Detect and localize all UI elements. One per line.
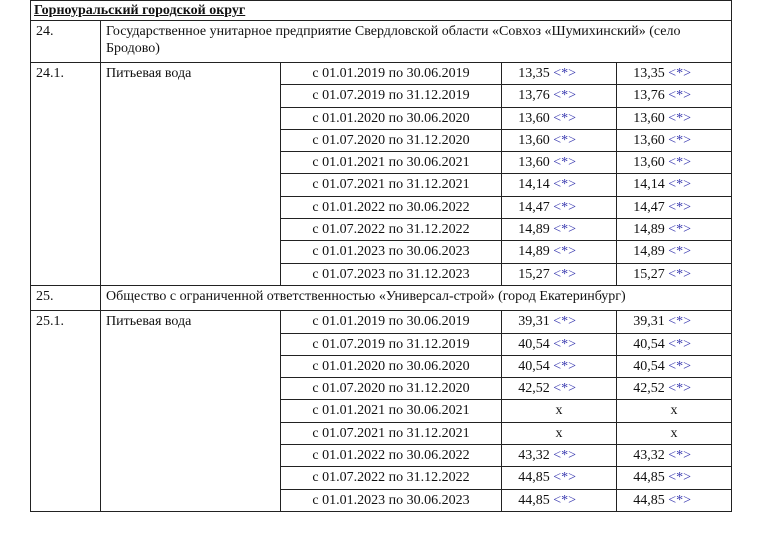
period-cell: с 01.07.2019 по 31.12.2019 [281, 333, 502, 355]
organization-number: 25. [31, 285, 101, 310]
organization-row [31, 285, 732, 310]
period-cell: с 01.01.2021 по 30.06.2021 [281, 400, 502, 422]
tariff-value-cell [617, 174, 732, 196]
tariff-value: 13,60 [633, 132, 665, 148]
tariff-value-cell [617, 333, 732, 355]
footnote-marker: <*> [668, 132, 692, 148]
tariff-value: 14,47 [633, 199, 665, 215]
footnote-marker: <*> [553, 222, 576, 238]
tariff-value: 44,85 [518, 492, 550, 508]
tariff-value: 40,54 [518, 336, 550, 352]
tariff-value-cell [617, 263, 732, 285]
tariff-value: 39,31 [633, 314, 665, 330]
tariff-value: 14,89 [633, 222, 665, 238]
footnote-marker: <*> [553, 88, 576, 104]
period-cell: с 01.01.2021 по 30.06.2021 [281, 152, 502, 174]
tariff-row [31, 63, 732, 85]
tariff-value-cell [502, 467, 617, 489]
footnote-marker: <*> [668, 381, 692, 397]
footnote-marker: <*> [668, 470, 692, 486]
period-cell: с 01.07.2021 по 31.12.2021 [281, 422, 502, 444]
period-cell: с 01.01.2020 по 30.06.2020 [281, 107, 502, 129]
tariff-value-cell [617, 107, 732, 129]
tariff-value-cell [502, 445, 617, 467]
period-cell: с 01.01.2023 по 30.06.2023 [281, 241, 502, 263]
tariff-document [30, 0, 731, 512]
footnote-marker: <*> [668, 155, 692, 171]
footnote-marker: <*> [668, 358, 692, 374]
footnote-marker: <*> [553, 266, 576, 282]
tariff-value: 40,54 [633, 336, 665, 352]
period-cell: с 01.07.2020 по 31.12.2020 [281, 129, 502, 151]
tariff-value: 42,52 [633, 381, 665, 397]
tariff-value-cell [617, 311, 732, 333]
tariff-value: 44,85 [633, 470, 665, 486]
tariff-value: 42,52 [518, 381, 550, 397]
tariff-table [30, 0, 732, 512]
tariff-value-cell [617, 400, 732, 422]
period-cell: с 01.07.2022 по 31.12.2022 [281, 219, 502, 241]
tariff-value: 44,85 [518, 470, 550, 486]
footnote-marker: <*> [668, 448, 692, 464]
footnote-marker: <*> [668, 222, 692, 238]
period-cell: с 01.01.2022 по 30.06.2022 [281, 196, 502, 218]
footnote-marker: <*> [668, 266, 692, 282]
region-cell [31, 1, 732, 21]
tariff-value-cell [502, 196, 617, 218]
period-cell: с 01.01.2019 по 30.06.2019 [281, 63, 502, 85]
footnote-marker: <*> [553, 110, 576, 126]
footnote-marker: <*> [668, 492, 692, 508]
tariff-value-cell [502, 85, 617, 107]
tariff-value-cell [502, 400, 617, 422]
footnote-marker: <*> [668, 88, 692, 104]
tariff-value: x [670, 425, 678, 441]
tariff-value: 13,76 [633, 88, 665, 104]
footnote-marker: <*> [553, 492, 576, 508]
organization-name: Общество с ограниченной ответственностью «Универсал-строй» (город Екатеринбург) [101, 285, 732, 310]
footnote-marker: <*> [668, 336, 692, 352]
tariff-value: 40,54 [633, 358, 665, 374]
tariff-value-cell [502, 152, 617, 174]
item-number: 25.1. [31, 311, 101, 512]
tariff-value-cell [617, 489, 732, 511]
tariff-value-cell [617, 467, 732, 489]
tariff-value: 43,32 [633, 448, 665, 464]
period-cell: с 01.07.2023 по 31.12.2023 [281, 263, 502, 285]
tariff-value-cell [617, 445, 732, 467]
tariff-value: 15,27 [633, 266, 665, 282]
tariff-value: 15,27 [518, 266, 550, 282]
footnote-marker: <*> [553, 66, 576, 81]
tariff-value: 13,60 [633, 155, 665, 171]
tariff-value-cell [617, 355, 732, 377]
region-row [31, 1, 732, 21]
footnote-marker: <*> [668, 110, 692, 126]
tariff-value: 40,54 [518, 358, 550, 374]
tariff-value: 13,60 [633, 110, 665, 126]
footnote-marker: <*> [553, 199, 576, 215]
region-title: Горноуральский городской округ [34, 3, 246, 18]
tariff-value-cell [502, 174, 617, 196]
tariff-value-cell [617, 85, 732, 107]
item-name: Питьевая вода [101, 63, 281, 286]
tariff-value-cell [617, 219, 732, 241]
tariff-value-cell [502, 311, 617, 333]
tariff-value-cell [502, 219, 617, 241]
footnote-marker: <*> [668, 177, 692, 193]
footnote-marker: <*> [553, 470, 576, 486]
tariff-value: 14,14 [633, 177, 665, 193]
period-cell: с 01.07.2019 по 31.12.2019 [281, 85, 502, 107]
tariff-value: 13,35 [633, 66, 665, 81]
tariff-value-cell [617, 422, 732, 444]
footnote-marker: <*> [553, 177, 576, 193]
tariff-value-cell [617, 63, 732, 85]
period-cell: с 01.01.2022 по 30.06.2022 [281, 445, 502, 467]
footnote-marker: <*> [668, 314, 692, 330]
period-cell: с 01.07.2020 по 31.12.2020 [281, 378, 502, 400]
tariff-value: 14,14 [518, 177, 550, 193]
tariff-value-cell [617, 241, 732, 263]
tariff-value-cell [617, 196, 732, 218]
period-cell: с 01.01.2023 по 30.06.2023 [281, 489, 502, 511]
footnote-marker: <*> [553, 336, 576, 352]
tariff-value: x [555, 403, 563, 419]
period-cell: с 01.01.2020 по 30.06.2020 [281, 355, 502, 377]
tariff-value: 13,60 [518, 110, 550, 126]
footnote-marker: <*> [553, 314, 576, 330]
tariff-value: x [670, 403, 678, 419]
tariff-value: 14,89 [518, 222, 550, 238]
tariff-value: x [555, 425, 563, 441]
tariff-value-cell [502, 378, 617, 400]
tariff-value: 14,47 [518, 199, 550, 215]
tariff-value: 44,85 [633, 492, 665, 508]
tariff-value: 14,89 [633, 244, 665, 260]
tariff-row [31, 311, 732, 333]
tariff-value: 43,32 [518, 448, 550, 464]
tariff-value-cell [502, 333, 617, 355]
tariff-value: 13,35 [518, 66, 550, 81]
footnote-marker: <*> [553, 448, 576, 464]
organization-row [31, 21, 732, 63]
tariff-value-cell [502, 263, 617, 285]
footnote-marker: <*> [668, 66, 692, 81]
item-number: 24.1. [31, 63, 101, 286]
footnote-marker: <*> [553, 381, 576, 397]
footnote-marker: <*> [553, 155, 576, 171]
period-cell: с 01.07.2022 по 31.12.2022 [281, 467, 502, 489]
tariff-value-cell [502, 241, 617, 263]
tariff-value-cell [502, 107, 617, 129]
period-cell: с 01.07.2021 по 31.12.2021 [281, 174, 502, 196]
tariff-value-cell [502, 63, 617, 85]
tariff-value: 14,89 [518, 244, 550, 260]
period-cell: с 01.01.2019 по 30.06.2019 [281, 311, 502, 333]
organization-name: Государственное унитарное предприятие Свердловской области «Совхоз «Шумихинский» (село Бродово) [101, 21, 732, 63]
item-name: Питьевая вода [101, 311, 281, 512]
tariff-value-cell [617, 152, 732, 174]
footnote-marker: <*> [553, 358, 576, 374]
tariff-value-cell [502, 489, 617, 511]
tariff-value-cell [502, 129, 617, 151]
tariff-value: 13,76 [518, 88, 550, 104]
footnote-marker: <*> [668, 199, 692, 215]
tariff-value-cell [617, 129, 732, 151]
tariff-table-body [31, 1, 732, 512]
footnote-marker: <*> [668, 244, 692, 260]
tariff-value: 13,60 [518, 132, 550, 148]
organization-number: 24. [31, 21, 101, 63]
tariff-value: 13,60 [518, 155, 550, 171]
tariff-value-cell [502, 355, 617, 377]
footnote-marker: <*> [553, 132, 576, 148]
tariff-value: 39,31 [518, 314, 550, 330]
footnote-marker: <*> [553, 244, 576, 260]
tariff-value-cell [502, 422, 617, 444]
tariff-value-cell [617, 378, 732, 400]
